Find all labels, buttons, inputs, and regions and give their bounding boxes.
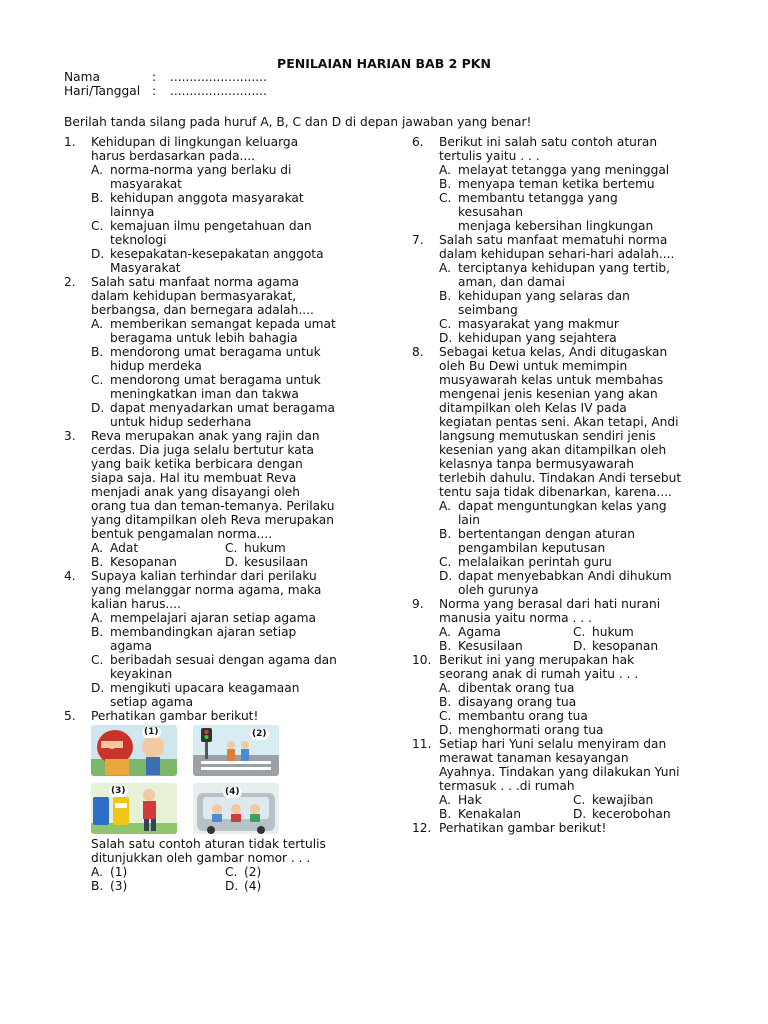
option-letter: C.	[573, 793, 586, 807]
date-row	[64, 84, 267, 98]
option-text: dapat menyebabkan Andi dihukum oleh gurunya	[458, 569, 672, 597]
option-letter: A.	[439, 625, 451, 639]
option-letter: D.	[91, 401, 105, 415]
name-colon: :	[152, 70, 157, 84]
option-b[interactable]	[439, 289, 712, 317]
figure-label-1: (1)	[144, 727, 159, 737]
question-10	[412, 653, 712, 737]
option-d[interactable]	[573, 639, 713, 653]
option-letter: A.	[91, 865, 103, 879]
option-letter: C.	[439, 191, 452, 205]
option-c[interactable]	[439, 709, 712, 723]
figure-label-2: (2)	[252, 729, 267, 739]
option-c[interactable]	[225, 865, 365, 879]
right-column	[412, 135, 712, 835]
question-text: Perhatikan gambar berikut!	[439, 821, 607, 835]
option-text: Adat	[110, 541, 139, 555]
question-number: 1.	[64, 135, 76, 149]
option-b[interactable]	[91, 625, 404, 653]
option-letter: A.	[91, 163, 103, 177]
norms-figure	[91, 725, 279, 835]
option-letter: D.	[225, 555, 239, 569]
option-a[interactable]	[91, 317, 404, 345]
question-6	[412, 135, 712, 233]
date-label: Hari/Tanggal	[64, 84, 141, 98]
option-a[interactable]	[439, 625, 573, 639]
option-letter: C.	[91, 653, 104, 667]
question-text: Norma yang berasal dari hati nurani manusia yaitu norma . . .	[439, 597, 661, 625]
option-b[interactable]	[91, 345, 404, 373]
option-c[interactable]	[91, 653, 404, 681]
option-a[interactable]	[91, 611, 404, 625]
option-text: (1)	[110, 865, 128, 879]
option-text: hukum	[244, 541, 286, 555]
question-text: Berikut ini yang merupakan hak seorang anak di rumah yaitu . . .	[439, 653, 639, 681]
option-letter: B.	[439, 527, 452, 541]
option-letter: C.	[225, 865, 238, 879]
option-d[interactable]	[91, 401, 404, 429]
question-text: Supaya kalian terhindar dari perilaku yang melanggar norma agama, maka kalian harus....	[91, 569, 322, 611]
option-text: Agama	[458, 625, 501, 639]
option-text: kecerobohan	[592, 807, 671, 821]
option-text: Kenakalan	[458, 807, 521, 821]
option-text: disayang orang tua	[458, 695, 577, 709]
question-11	[412, 737, 712, 821]
option-text: Hak	[458, 793, 482, 807]
question-number: 5.	[64, 709, 76, 723]
option-d[interactable]	[91, 247, 404, 275]
option-text: mempelajari ajaran setiap agama	[110, 611, 316, 625]
instruction: Berilah tanda silang pada huruf A, B, C dan D di depan jawaban yang benar!	[64, 115, 532, 129]
option-letter: C.	[439, 317, 452, 331]
option-letter: D.	[439, 723, 453, 737]
option-text: (3)	[110, 879, 128, 893]
option-letter: C.	[573, 625, 586, 639]
student-info	[64, 70, 267, 98]
option-d[interactable]	[91, 681, 404, 709]
option-text: dapat menyadarkan umat beragama untuk hidup sederhana	[110, 401, 335, 429]
option-b[interactable]	[91, 555, 225, 569]
option-letter: A.	[439, 261, 451, 275]
option-a[interactable]	[91, 865, 225, 879]
option-b[interactable]	[439, 527, 712, 555]
option-a[interactable]	[439, 793, 573, 807]
option-c[interactable]	[91, 219, 404, 247]
figure-panel-1	[91, 725, 177, 776]
option-c[interactable]	[439, 191, 712, 233]
option-c[interactable]	[573, 793, 713, 807]
question-text: Kehidupan di lingkungan keluarga harus berdasarkan pada....	[91, 135, 299, 163]
option-text: kesusilaan	[244, 555, 308, 569]
option-text: membantu orang tua	[458, 709, 588, 723]
question-text: Perhatikan gambar berikut!	[91, 709, 259, 723]
option-text: menghormati orang tua	[458, 723, 604, 737]
question-number: 6.	[412, 135, 424, 149]
figure-label-4: (4)	[225, 787, 240, 797]
option-b[interactable]	[439, 695, 712, 709]
option-c[interactable]	[573, 625, 713, 639]
option-text: membandingkan ajaran setiap agama	[110, 625, 297, 653]
option-text: (2)	[244, 865, 262, 879]
question-text: Salah satu manfaat norma agama dalam kehidupan bermasyarakat, berbangsa, dan bernegara adalah....	[91, 275, 314, 317]
question-number: 4.	[64, 569, 76, 583]
option-b[interactable]	[439, 807, 573, 821]
option-letter: B.	[91, 345, 104, 359]
option-letter: D.	[573, 639, 587, 653]
question-number: 2.	[64, 275, 76, 289]
option-text: beribadah sesuai dengan agama dan keyakinan	[110, 653, 337, 681]
option-letter: B.	[91, 879, 104, 893]
option-letter: D.	[91, 247, 105, 261]
option-letter: A.	[439, 163, 451, 177]
question-number: 12.	[412, 821, 432, 835]
option-letter: D.	[91, 681, 105, 695]
option-b[interactable]	[439, 639, 573, 653]
option-b[interactable]	[91, 191, 404, 219]
question-number: 9.	[412, 597, 424, 611]
option-d[interactable]	[225, 879, 365, 893]
question-text: Setiap hari Yuni selalu menyiram dan merawat tanaman kesayangan Ayahnya. Tindakan yang dilakukan Yuni termasuk . . .di rumah	[439, 737, 680, 793]
option-letter: A.	[439, 499, 451, 513]
option-a[interactable]	[439, 499, 712, 527]
option-a[interactable]	[439, 261, 712, 289]
option-letter: B.	[91, 191, 104, 205]
option-d[interactable]	[225, 555, 365, 569]
option-text: dapat menguntungkan kelas yang lain	[458, 499, 667, 527]
option-d[interactable]	[439, 569, 712, 597]
option-text: terciptanya kehidupan yang tertib, aman, dan damai	[458, 261, 670, 289]
question-3	[64, 429, 404, 569]
question-1	[64, 135, 404, 275]
question-followup: Salah satu contoh aturan tidak tertulis ditunjukkan oleh gambar nomor . . .	[91, 837, 326, 865]
option-letter: D.	[573, 807, 587, 821]
option-letter: B.	[439, 695, 452, 709]
option-c[interactable]	[439, 555, 712, 569]
option-c[interactable]	[439, 317, 712, 331]
option-text: norma-norma yang berlaku di masyarakat	[110, 163, 292, 191]
option-letter: B.	[439, 289, 452, 303]
option-letter: B.	[439, 807, 452, 821]
figure-label-3: (3)	[111, 786, 126, 796]
question-number: 7.	[412, 233, 424, 247]
figure-panel-2	[193, 725, 279, 776]
option-d[interactable]	[439, 723, 712, 737]
question-text: Sebagai ketua kelas, Andi ditugaskan oleh Bu Dewi untuk memimpin musyawarah kelas untuk membahas mengenai jenis kesenian yang akan ditampilkan oleh Kelas IV pada kegiatan pentas seni. Akan tetapi, Andi langsung memutuskan sendiri jenis kesenian yang akan ditampilkan oleh kelasnya tanpa bermusyawarah terlebih dahulu. Tindakan Andi tersebut tentu saja tidak dibenarkan, karena....	[439, 345, 682, 499]
option-b[interactable]	[91, 879, 225, 893]
question-text: Berikut ini salah satu contoh aturan tertulis yaitu . . .	[439, 135, 658, 163]
option-text: mendorong umat beragama untuk meningkatkan iman dan takwa	[110, 373, 321, 401]
option-letter: A.	[439, 681, 451, 695]
option-text: Kesusilaan	[458, 639, 523, 653]
figure-panel-4	[193, 783, 279, 834]
option-letter: A.	[91, 317, 103, 331]
option-text: memberikan semangat kepada umat beragama untuk lebih bahagia	[110, 317, 336, 345]
name-blank: .........................	[170, 70, 267, 84]
option-text: kehidupan yang selaras dan seimbang	[458, 289, 630, 317]
option-letter: D.	[225, 879, 239, 893]
option-c[interactable]	[225, 541, 365, 555]
name-label: Nama	[64, 70, 100, 84]
question-number: 11.	[412, 737, 432, 751]
option-text: kemajuan ilmu pengetahuan dan teknologi	[110, 219, 312, 247]
left-column	[64, 135, 404, 893]
name-row	[64, 70, 267, 84]
option-letter: C.	[225, 541, 238, 555]
option-letter: A.	[91, 541, 103, 555]
option-b[interactable]	[439, 177, 712, 191]
question-text: Reva merupakan anak yang rajin dan cerdas. Dia juga selalu bertutur kata yang baik ketika berbicara dengan siapa saja. Hal itu membuat Reva menjadi anak yang disayangi oleh orang tua dan teman-temanya. Perilaku yang ditampilkan oleh Reva merupakan bentuk pengamalan norma....	[91, 429, 335, 541]
option-letter: C.	[439, 709, 452, 723]
question-number: 10.	[412, 653, 432, 667]
question-number: 8.	[412, 345, 424, 359]
option-a[interactable]	[91, 163, 404, 191]
option-text: menyapa teman ketika bertemu	[458, 177, 655, 191]
option-text: kesopanan	[592, 639, 659, 653]
option-text: Kesopanan	[110, 555, 177, 569]
option-letter: C.	[91, 219, 104, 233]
option-text: kesepakatan-kesepakatan anggota Masyarakat	[110, 247, 324, 275]
option-letter: B.	[91, 625, 104, 639]
date-blank: .........................	[170, 84, 267, 98]
option-letter: A.	[91, 611, 103, 625]
question-number: 3.	[64, 429, 76, 443]
option-text: melalaikan perintah guru	[458, 555, 612, 569]
question-7	[412, 233, 712, 345]
option-text: membantu tetangga yang kesusahan menjaga kebersihan lingkungan	[458, 191, 654, 233]
question-text: Salah satu manfaat mematuhi norma dalam kehidupan sehari-hari adalah....	[439, 233, 675, 261]
option-letter: B.	[439, 639, 452, 653]
option-text: bertentangan dengan aturan pengambilan keputusan	[458, 527, 635, 555]
option-letter: D.	[439, 569, 453, 583]
question-2	[64, 275, 404, 429]
option-d[interactable]	[439, 331, 712, 345]
question-8	[412, 345, 712, 597]
question-12	[412, 821, 712, 835]
option-text: kewajiban	[592, 793, 654, 807]
option-text: (4)	[244, 879, 262, 893]
option-text: mendorong umat beragama untuk hidup merdeka	[110, 345, 321, 373]
option-a[interactable]	[91, 541, 225, 555]
figure-panel-3	[91, 783, 177, 834]
option-c[interactable]	[91, 373, 404, 401]
option-letter: C.	[91, 373, 104, 387]
option-letter: D.	[439, 331, 453, 345]
option-a[interactable]	[439, 681, 712, 695]
option-letter: A.	[439, 793, 451, 807]
date-colon: :	[152, 84, 157, 98]
option-letter: B.	[91, 555, 104, 569]
option-a[interactable]	[439, 163, 712, 177]
option-text: melayat tetangga yang meninggal	[458, 163, 670, 177]
question-4	[64, 569, 404, 709]
option-text: kehidupan anggota masyarakat lainnya	[110, 191, 304, 219]
option-text: kehidupan yang sejahtera	[458, 331, 617, 345]
option-text: masyarakat yang makmur	[458, 317, 619, 331]
question-5	[64, 709, 404, 893]
option-d[interactable]	[573, 807, 713, 821]
page-title: PENILAIAN HARIAN BAB 2 PKN	[277, 56, 491, 71]
question-9	[412, 597, 712, 653]
option-text: hukum	[592, 625, 634, 639]
option-text: dibentak orang tua	[458, 681, 575, 695]
option-letter: B.	[439, 177, 452, 191]
option-text: mengikuti upacara keagamaan setiap agama	[110, 681, 300, 709]
option-letter: C.	[439, 555, 452, 569]
